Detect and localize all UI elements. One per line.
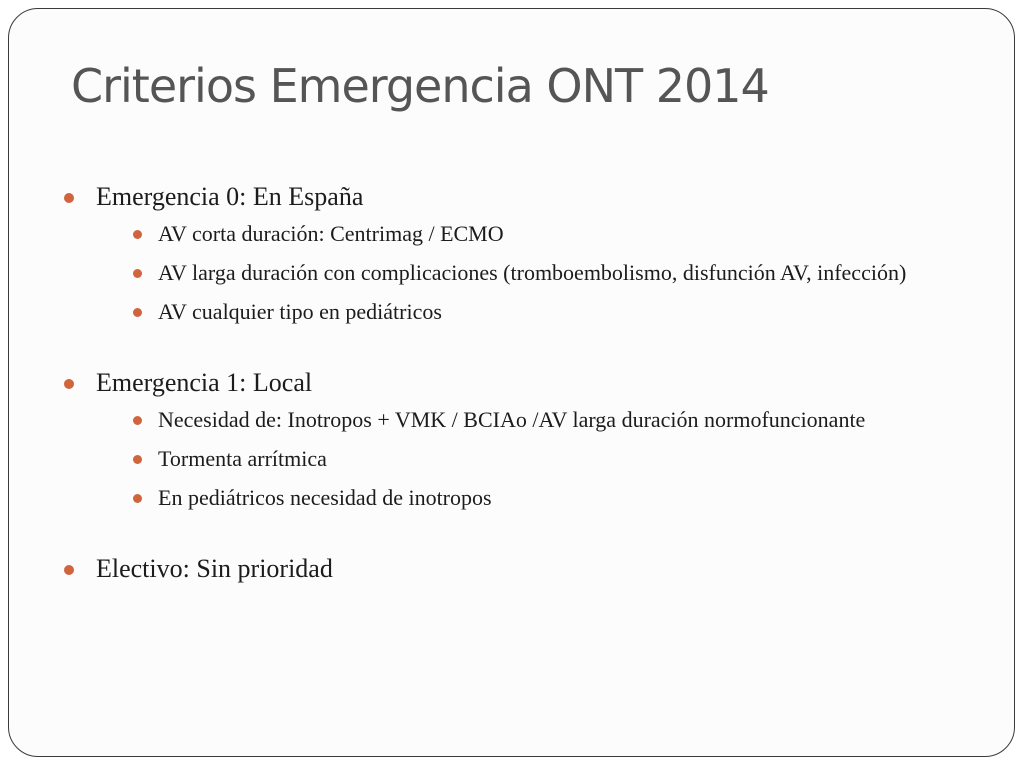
bullet-item-level1 bbox=[64, 366, 984, 514]
bullet-item-level2 bbox=[96, 296, 984, 328]
bullet-dot-icon bbox=[133, 494, 142, 503]
section-heading: Electivo: Sin prioridad bbox=[96, 554, 333, 583]
section-electivo bbox=[64, 552, 984, 586]
sub-list bbox=[96, 404, 984, 514]
bullet-text: Necesidad de: Inotropos + VMK / BCIAo /AV larga duración normofuncionante bbox=[158, 407, 866, 432]
slide-content bbox=[64, 180, 984, 624]
bullet-dot-icon bbox=[64, 193, 74, 203]
bullet-dot-icon bbox=[133, 416, 142, 425]
bullet-dot-icon bbox=[133, 230, 142, 239]
bullet-item-level1 bbox=[64, 552, 984, 586]
slide-title: Criterios Emergencia ONT 2014 bbox=[71, 59, 769, 113]
bullet-text: AV cualquier tipo en pediátricos bbox=[158, 299, 442, 324]
bullet-item-level2 bbox=[96, 443, 984, 475]
bullet-item-level2 bbox=[96, 482, 984, 514]
bullet-dot-icon bbox=[133, 455, 142, 464]
bullet-text: AV larga duración con complicaciones (tromboembolismo, disfunción AV, infección) bbox=[158, 260, 907, 285]
section-heading: Emergencia 0: En España bbox=[96, 182, 364, 211]
bullet-dot-icon bbox=[133, 269, 142, 278]
sub-list bbox=[96, 218, 984, 328]
section-emergencia-0 bbox=[64, 180, 984, 328]
bullet-dot-icon bbox=[64, 379, 74, 389]
bullet-item-level2 bbox=[96, 257, 984, 289]
bullet-dot-icon bbox=[133, 308, 142, 317]
bullet-dot-icon bbox=[64, 565, 74, 575]
bullet-text: Tormenta arrítmica bbox=[158, 446, 327, 471]
section-emergencia-1 bbox=[64, 366, 984, 514]
bullet-item-level2 bbox=[96, 404, 984, 436]
bullet-text: AV corta duración: Centrimag / ECMO bbox=[158, 221, 504, 246]
bullet-item-level1 bbox=[64, 180, 984, 328]
slide-frame bbox=[8, 8, 1015, 757]
bullet-item-level2 bbox=[96, 218, 984, 250]
section-heading: Emergencia 1: Local bbox=[96, 368, 313, 397]
bullet-text: En pediátricos necesidad de inotropos bbox=[158, 485, 492, 510]
